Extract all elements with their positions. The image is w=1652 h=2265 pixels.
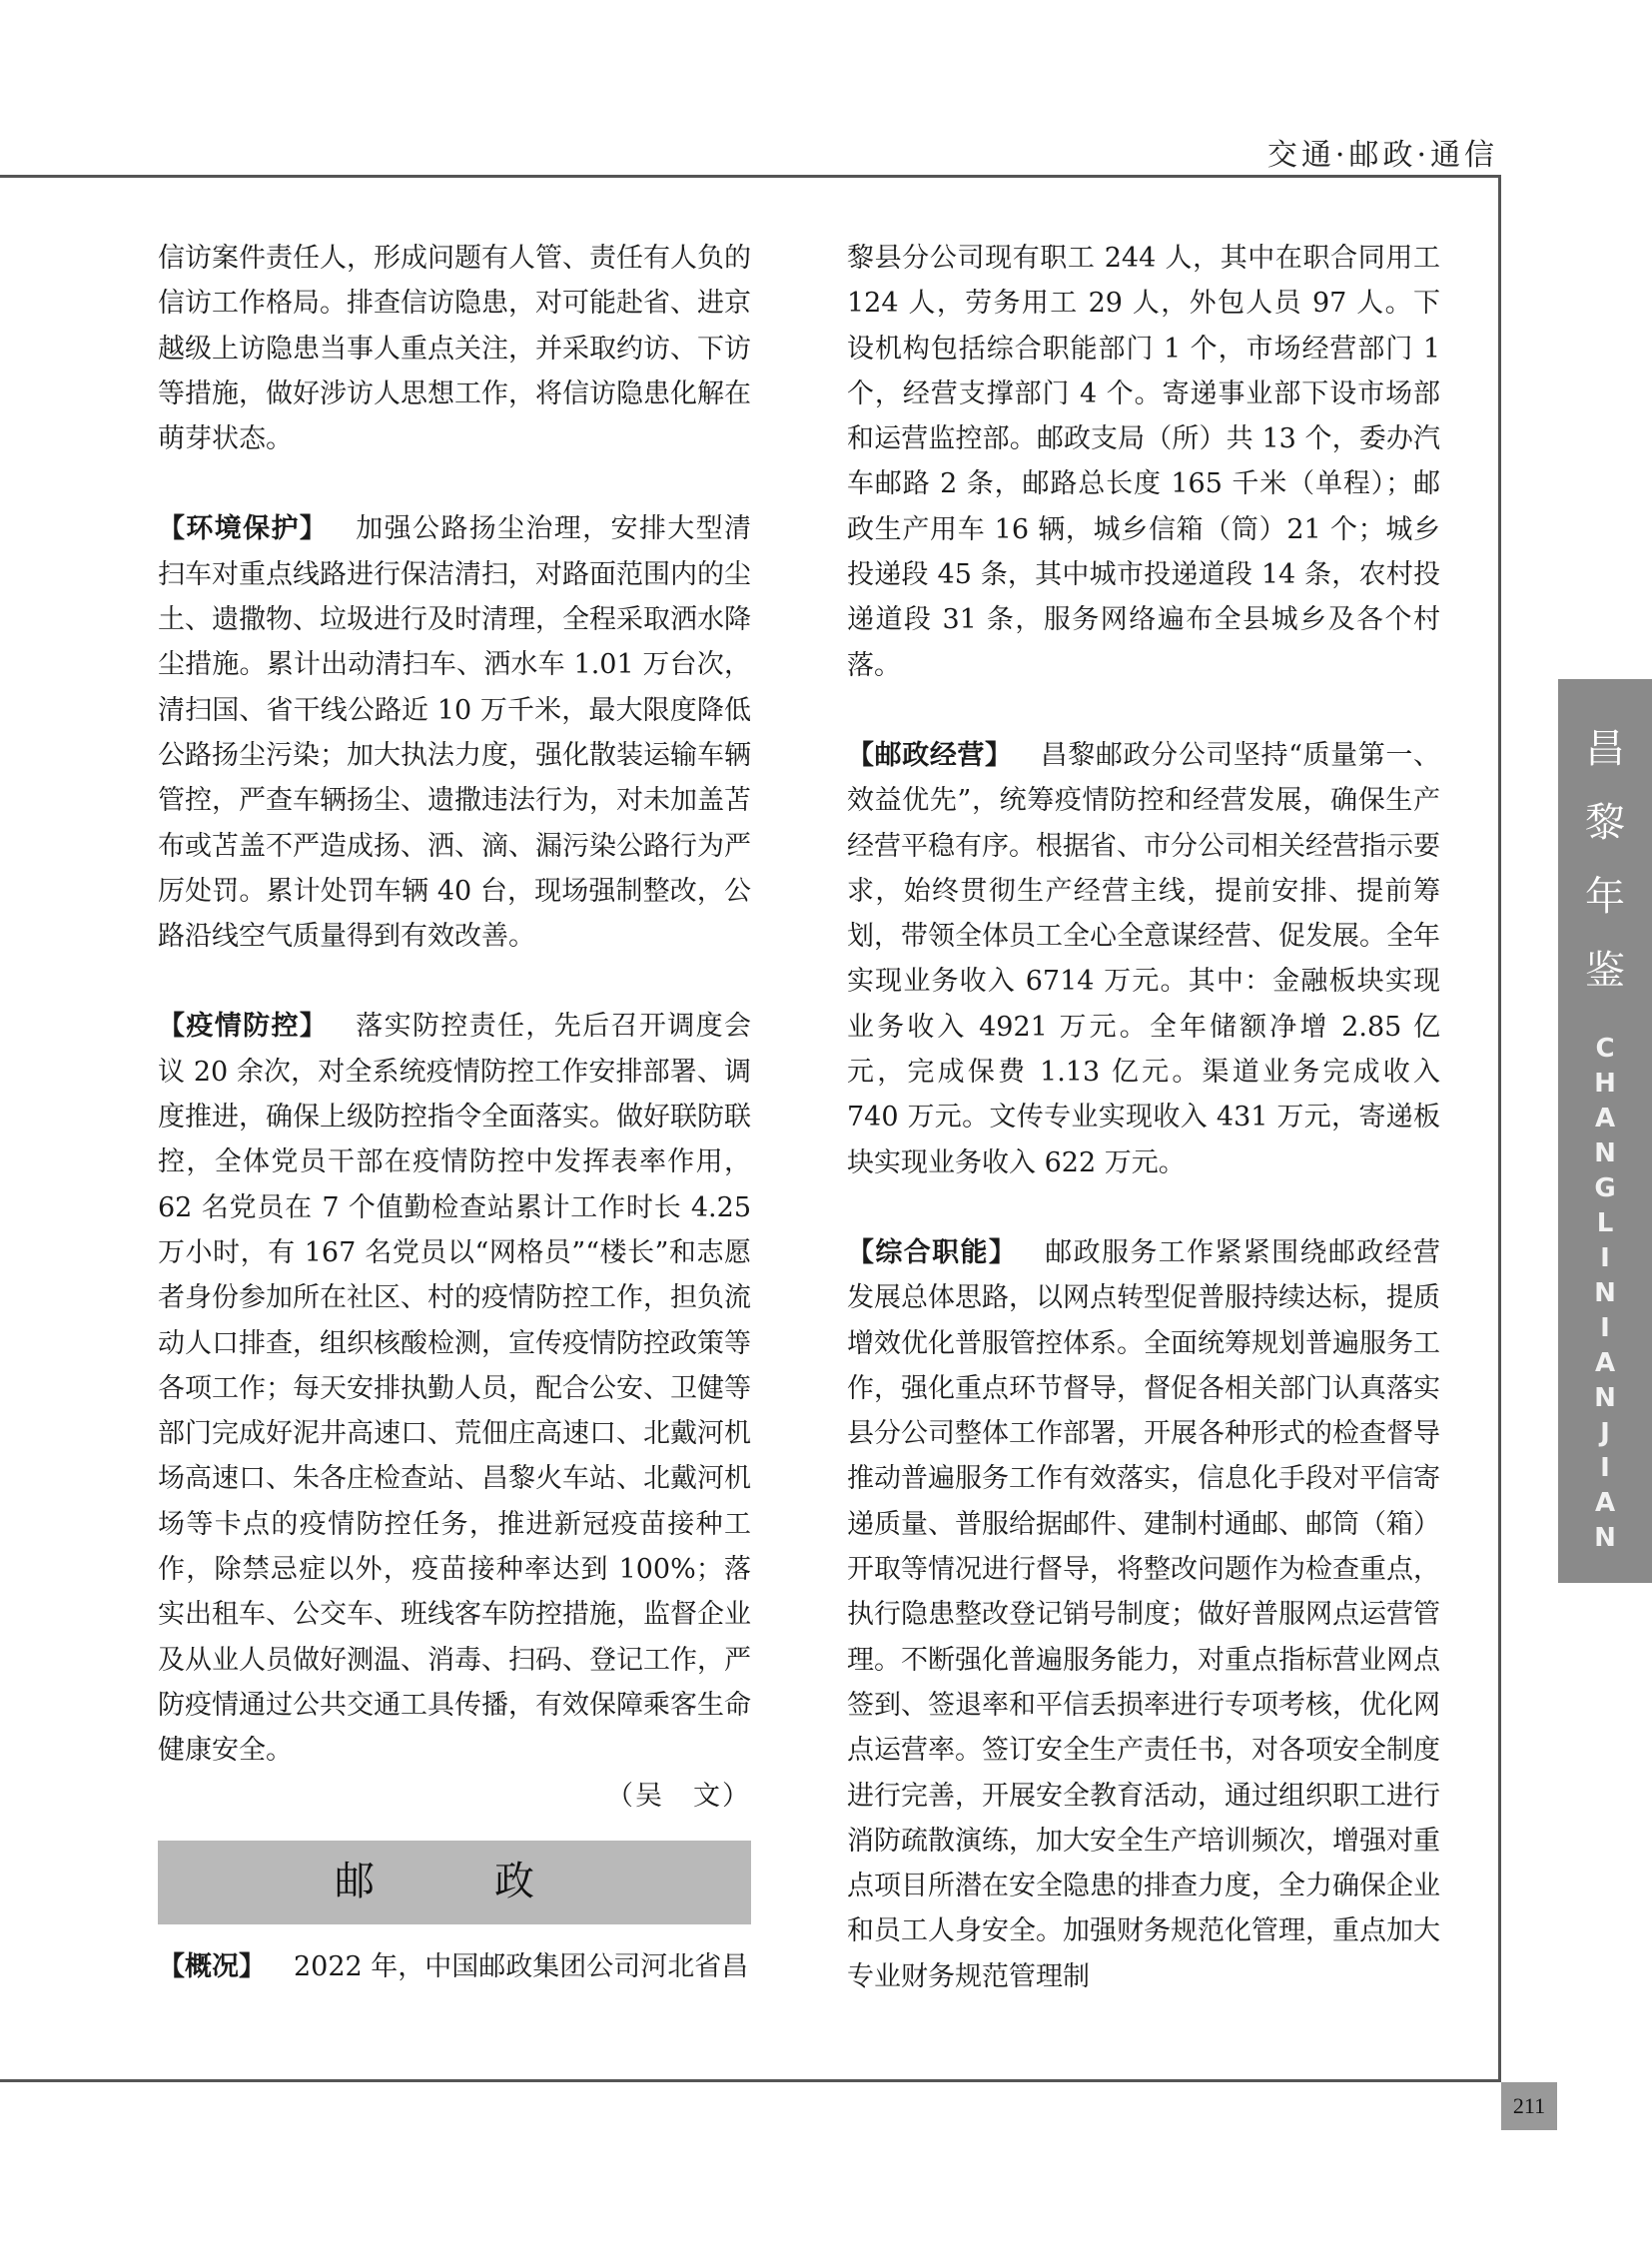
side-cn-char: 昌	[1585, 726, 1625, 772]
section-title: 邮 政	[158, 1841, 751, 1924]
side-tab	[1558, 679, 1652, 1583]
running-header: 交通·邮政·通信	[1266, 138, 1498, 173]
page-number: 211	[1501, 2082, 1557, 2130]
business-label: 【邮政经营】	[847, 739, 1013, 771]
side-en-letter: I	[1600, 1313, 1610, 1343]
epidemic-paragraph	[158, 1004, 751, 1773]
side-en-letter: N	[1594, 1278, 1616, 1308]
business-text: 昌黎邮政分公司坚持“质量第一、效益优先”，统筹疫情防控和经营发展，确保生产经营平稳有序。根据省、市分公司相关经营指示要求，始终贯彻生产经营主线，提前安排、提前筹划，带领全体员工全心全意谋经营、促发展。全年实现业务收入 6714 万元。其中：金融板块实现业务收入 4921 万元。全年储额净增 2.85 亿元，完成保费 1.13 亿元。渠道业务完成收入 740 万元。文传专业实现收入 431 万元，寄递板块实现业务收入 622 万元。	[847, 739, 1440, 1178]
right-column	[847, 236, 1440, 1999]
top-rule	[0, 175, 1501, 178]
bottom-rule	[0, 2079, 1501, 2082]
side-en-letter: H	[1594, 1069, 1616, 1099]
side-en-letter: C	[1595, 1034, 1615, 1064]
author-signature: （吴 文）	[606, 1780, 751, 1812]
env-paragraph	[158, 506, 751, 959]
epidemic-text: 落实防控责任，先后召开调度会议 20 余次，对全系统疫情防控工作安排部署、调度推进，确保上级防控指令全面落实。做好联防联控，全体党员干部在疫情防控中发挥表率作用，62 名党员在 7 个值勤检查站累计工作时长 4.25 万小时，有 167 名党员以“网格员”“楼长”和志愿者身份参加所在社区、村的疫情防控工作，担负流动人口排查，组织核酸检测，宣传疫情防控政策等各项工作；每天安排执勤人员，配合公安、卫健等部门完成好泥井高速口、荒佃庄高速口、北戴河机场高速口、朱各庄检查站、昌黎火车站、北戴河机场等卡点的疫情防控任务，推进新冠疫苗接种工作，除禁忌症以外，疫苗接种率达到 100%；落实出租车、公交车、班线客车防控措施，监督企业及从业人员做好测温、消毒、扫码、登记工作，严防疫情通过公共交通工具传播，有效保障乘客生命健康安全。	[158, 1011, 752, 1767]
env-text: 加强公路扬尘治理，安排大型清扫车对重点线路进行保洁清扫，对路面范围内的尘土、遗撒物、垃圾进行及时清理，全程采取洒水降尘措施。累计出动清扫车、洒水车 1.01 万台次，清扫国、省干线公路近 10 万千米，最大限度降低公路扬尘污染；加大执法力度，强化散装运输车辆管控，严查车辆扬尘、遗撒违法行为，对未加盖苫布或苫盖不严造成扬、洒、滴、漏污染公路行为严厉处罚。累计处罚车辆 40 台，现场强制整改，公路沿线空气质量得到有效改善。	[158, 513, 752, 953]
side-cn-char: 鉴	[1585, 948, 1625, 994]
side-en-letter: G	[1594, 1173, 1616, 1203]
function-text: 邮政服务工作紧紧围绕邮政经营发展总体思路，以网点转型促普服持续达标，提质增效优化普服管控体系。全面统筹规划普遍服务工作，强化重点环节督导，督促各相关部门认真落实县分公司整体工作部署，开展各种形式的检查督导推动普遍服务工作有效落实，信息化手段对平信寄递质量、普服给据邮件、建制村通邮、邮筒（箱）开取等情况进行督导，将整改问题作为检查重点，执行隐患整改登记销号制度；做好普服网点运营管理。不断强化普遍服务能力，对重点指标营业网点签到、签退率和平信丢损率进行专项考核，优化网点运营率。签订安全生产责任书，对各项安全制度进行完善，开展安全教育活动，通过组织职工进行消防疏散演练，加大安全生产培训频次，增强对重点项目所潜在安全隐患的排查力度，全力确保企业和员工人身安全。加强财务规范化管理，重点加大专业财务规范管理制	[847, 1236, 1441, 1992]
side-en-letter: N	[1594, 1138, 1616, 1168]
function-label: 【综合职能】	[847, 1236, 1018, 1268]
side-en-letter: N	[1594, 1523, 1616, 1553]
left-column	[158, 236, 751, 1989]
side-en-letter: I	[1600, 1243, 1610, 1273]
side-en-letter: A	[1594, 1348, 1616, 1378]
intro-paragraph: 信访案件责任人，形成问题有人管、责任有人负的信访工作格局。排查信访隐患，对可能赴省、进京越级上访隐患当事人重点关注，并采取约访、下访等措施，做好涉访人思想工作，将信访隐患化解在萌芽状态。	[158, 243, 751, 455]
overview-label: 【概况】	[158, 1950, 266, 1982]
side-en-letter: N	[1594, 1383, 1616, 1413]
overview-text: 2022 年，中国邮政集团公司河北省昌	[294, 1950, 749, 1982]
right-rule	[1498, 175, 1501, 2082]
side-cn-char: 年	[1585, 874, 1625, 920]
side-en-letter: A	[1594, 1488, 1616, 1518]
env-label: 【环境保护】	[158, 513, 329, 545]
overview-paragraph	[158, 1944, 751, 1989]
side-en-letter: A	[1594, 1104, 1616, 1133]
side-en-letter: L	[1596, 1208, 1614, 1238]
side-cn-char: 黎	[1585, 800, 1625, 846]
side-en-letter: I	[1600, 1453, 1610, 1483]
epidemic-label: 【疫情防控】	[158, 1011, 329, 1043]
business-paragraph	[847, 733, 1440, 1185]
function-paragraph	[847, 1230, 1440, 1999]
side-en-letter: J	[1600, 1418, 1610, 1448]
overview-continued: 黎县分公司现有职工 244 人，其中在职合同用工 124 人，劳务用工 29 人，外包人员 97 人。下设机构包括综合职能部门 1 个，市场经营部门 1 个，经营支撑部门 4 个。寄递事业部下设市场部和运营监控部。邮政支局（所）共 13 个，委办汽车邮路 2 条，邮路总长度 165 千米（单程）；邮政生产用车 16 辆，城乡信箱（筒）21 个；城乡投递段 45 条，其中城市投递道段 14 条，农村投递道段 31 条，服务网络遍布全县城乡及各个村落。	[847, 243, 1440, 681]
